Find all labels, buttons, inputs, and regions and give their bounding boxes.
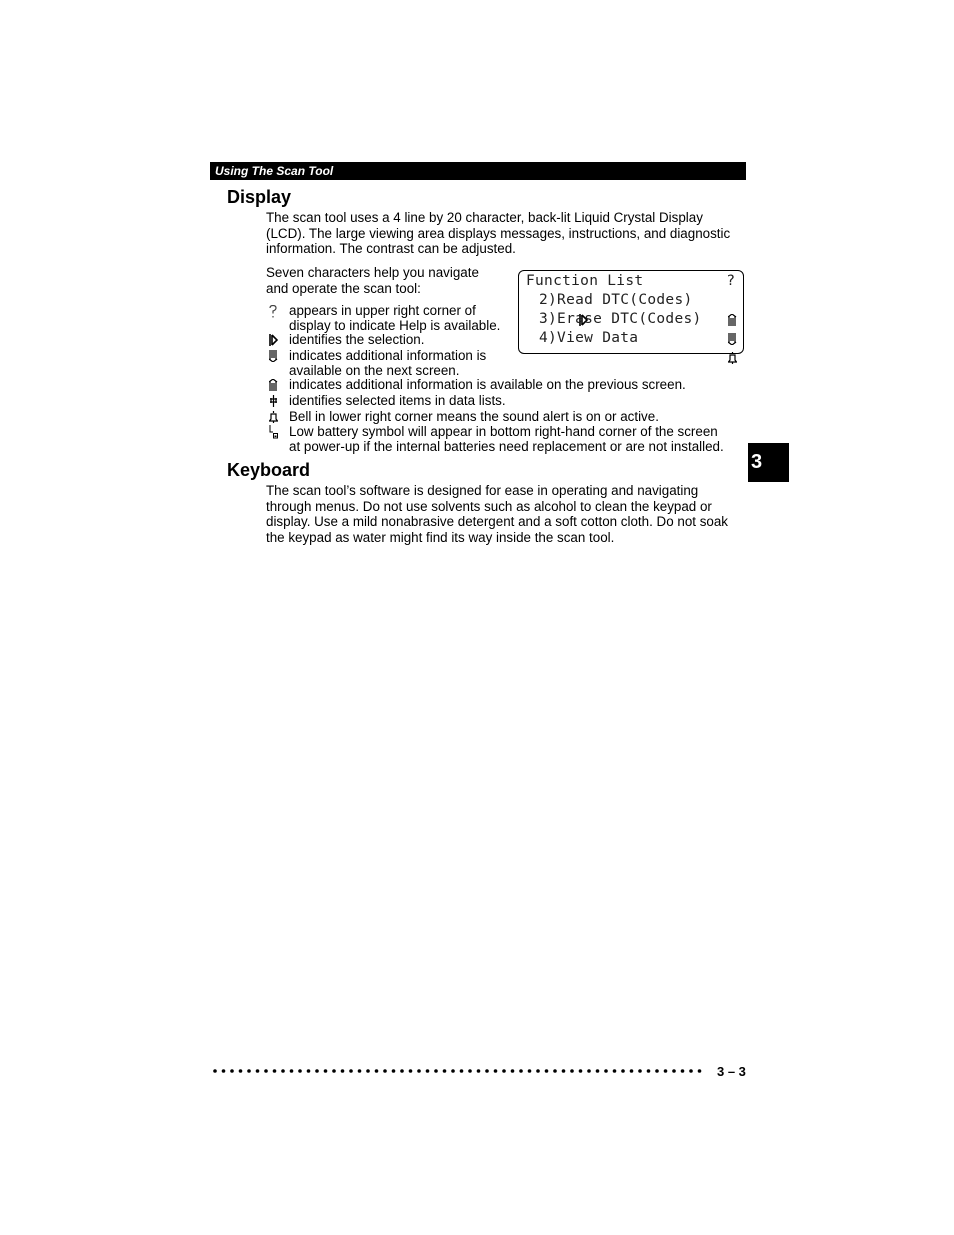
footer-dot — [298, 1069, 302, 1073]
footer-dot — [511, 1069, 515, 1073]
footer-dot — [460, 1069, 464, 1073]
footer-dot — [485, 1069, 489, 1073]
footer-dot — [613, 1069, 617, 1073]
up-arrow-icon — [266, 378, 280, 392]
lcd-line-1 — [525, 272, 737, 291]
footer-dot — [366, 1069, 370, 1073]
footer-dot — [341, 1069, 345, 1073]
footer-dot — [315, 1069, 319, 1073]
footer-dot — [273, 1069, 277, 1073]
footer-dot — [621, 1069, 625, 1073]
footer-dot — [536, 1069, 540, 1073]
chapter-tab-number: 3 — [751, 451, 763, 473]
footer-dot — [230, 1069, 234, 1073]
keyboard-body: The scan tool’s software is designed for ease in operating and navigating through menus. Do not use solvents such as alcohol to clean the keypad or display. Use a mild nonabrasive detergent and a soft cotton cloth. Do not soak the keypad as water might find its way inside the scan tool. — [266, 483, 728, 545]
symbol-previous-screen — [266, 378, 756, 393]
symbol-low-battery-line1: Low battery symbol will appear in bottom right-hand corner of the screen — [289, 424, 718, 439]
footer-dot — [264, 1069, 268, 1073]
symbol-help — [266, 304, 526, 333]
lcd-line-3 — [525, 310, 737, 329]
symbol-low-battery — [266, 425, 756, 454]
footer-dot — [426, 1069, 430, 1073]
footer-dot — [604, 1069, 608, 1073]
footer-dot — [553, 1069, 557, 1073]
footer-dot — [638, 1069, 642, 1073]
footer-dot — [349, 1069, 353, 1073]
symbol-low-battery-line2: at power-up if the internal batteries need replacement or are not installed. — [289, 438, 724, 454]
section-title: Using The Scan Tool — [215, 164, 334, 178]
footer-dot — [468, 1069, 472, 1073]
footer-dot — [562, 1069, 566, 1073]
seven-chars-line1: Seven characters help you navigate — [266, 265, 479, 280]
lcd-line-2-text: 2)Read DTC(Codes) — [539, 292, 693, 308]
display-intro: The scan tool uses a 4 line by 20 character, back-lit Liquid Crystal Display (LCD). The large viewing area displays messages, instructions, and diagnostic information. The contrast can be adjusted. — [266, 210, 731, 256]
question-mark-icon — [266, 304, 280, 318]
lcd-help-symbol: ? — [727, 273, 735, 289]
symbol-selection — [266, 333, 526, 348]
footer-dot — [519, 1069, 523, 1073]
footer-dot — [434, 1069, 438, 1073]
symbol-help-line2: display to indicate Help is available. — [289, 317, 501, 333]
footer-dot — [239, 1069, 243, 1073]
footer-dot — [681, 1069, 685, 1073]
symbol-previous-screen-line1: indicates additional information is available on the previous screen. — [289, 377, 686, 392]
footer-dot — [689, 1069, 693, 1073]
seven-chars-intro — [266, 265, 479, 296]
symbol-selected-items — [266, 394, 756, 409]
lcd-line-2 — [525, 291, 737, 310]
footer-dot — [528, 1069, 532, 1073]
selection-arrow-icon — [266, 333, 280, 347]
chapter-tab — [748, 443, 789, 482]
lcd-line-1-text: Function List — [526, 273, 644, 289]
footer-dot — [545, 1069, 549, 1073]
footer-dot — [256, 1069, 260, 1073]
bell-icon — [266, 410, 280, 424]
footer-dot — [290, 1069, 294, 1073]
low-battery-icon — [266, 425, 280, 439]
footer-dot — [222, 1069, 226, 1073]
footer-dot — [409, 1069, 413, 1073]
footer-dot — [570, 1069, 574, 1073]
symbol-next-screen — [266, 349, 526, 378]
symbol-next-screen-line1: indicates additional information is — [289, 348, 487, 363]
footer-dot — [477, 1069, 481, 1073]
footer-dot — [596, 1069, 600, 1073]
footer-dot — [307, 1069, 311, 1073]
footer-dot — [672, 1069, 676, 1073]
footer-dot — [647, 1069, 651, 1073]
symbol-next-screen-line2: available on the next screen. — [289, 362, 460, 378]
footer-dotted-rule — [213, 1066, 713, 1076]
footer-dot — [247, 1069, 251, 1073]
symbol-help-line1: appears in upper right corner of — [289, 303, 476, 318]
selected-item-icon — [266, 394, 280, 408]
footer-dot — [400, 1069, 404, 1073]
lcd-line-3-text: 3)Erase DTC(Codes) — [539, 311, 702, 327]
footer-dot — [494, 1069, 498, 1073]
footer-dot — [324, 1069, 328, 1073]
footer-dot — [417, 1069, 421, 1073]
footer-dot — [443, 1069, 447, 1073]
footer-dot — [213, 1069, 217, 1073]
lcd-display-illustration — [518, 270, 744, 354]
lcd-line-4-text: 4)View Data — [539, 330, 639, 346]
footer-dot — [375, 1069, 379, 1073]
footer-dot — [587, 1069, 591, 1073]
footer-dot — [630, 1069, 634, 1073]
footer-dot — [579, 1069, 583, 1073]
symbol-selected-items-line1: identifies selected items in data lists. — [289, 393, 506, 408]
footer-dot — [451, 1069, 455, 1073]
footer-dot — [664, 1069, 668, 1073]
footer-dot — [383, 1069, 387, 1073]
page-number: 3 – 3 — [717, 1064, 746, 1079]
footer-dot — [655, 1069, 659, 1073]
display-heading: Display — [227, 187, 292, 207]
footer-dot — [698, 1069, 702, 1073]
lcd-line-4 — [525, 329, 737, 348]
seven-chars-line2: and operate the scan tool: — [266, 280, 421, 296]
down-arrow-icon — [266, 349, 280, 363]
footer-dot — [281, 1069, 285, 1073]
footer-dot — [502, 1069, 506, 1073]
symbol-selection-line1: identifies the selection. — [289, 332, 425, 347]
footer-dot — [332, 1069, 336, 1073]
footer-dot — [392, 1069, 396, 1073]
keyboard-heading: Keyboard — [227, 460, 311, 480]
symbol-bell — [266, 410, 756, 425]
footer-dot — [358, 1069, 362, 1073]
section-header-bar — [210, 162, 746, 180]
symbol-bell-line1: Bell in lower right corner means the sound alert is on or active. — [289, 409, 659, 424]
